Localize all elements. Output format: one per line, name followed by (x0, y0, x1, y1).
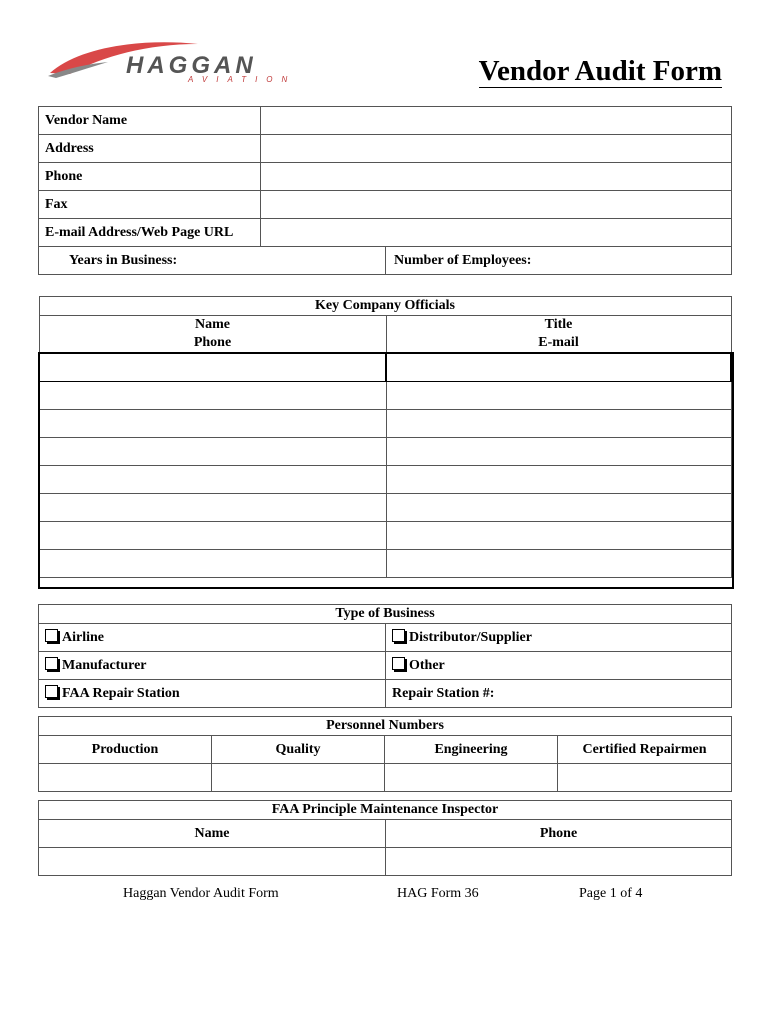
official-3-title-field[interactable] (386, 466, 731, 494)
phone-field[interactable] (261, 163, 732, 191)
official-2-title-field[interactable] (386, 410, 731, 438)
production-header: Production (39, 736, 212, 764)
inspector-heading: FAA Principle Maintenance Inspector (39, 801, 732, 820)
vendor-name-row (39, 107, 732, 135)
checkbox-icon[interactable] (45, 685, 58, 698)
email-field[interactable] (261, 219, 732, 247)
address-row (39, 135, 732, 163)
checkbox-icon[interactable] (45, 657, 58, 670)
airline-label: Airline (62, 630, 104, 645)
official-1-name-field[interactable] (39, 353, 386, 382)
engineering-field[interactable] (385, 764, 558, 792)
logo-name: HAGGAN (126, 52, 257, 79)
manufacturer-label: Manufacturer (62, 658, 147, 673)
vendor-name-field[interactable] (261, 107, 732, 135)
engineering-header: Engineering (385, 736, 558, 764)
officials-title-header: Title (544, 317, 573, 332)
vendor-info-table (38, 106, 732, 275)
official-4-email-field[interactable] (386, 550, 731, 578)
official-3-email-field[interactable] (386, 494, 731, 522)
footer-form-number: HAG Form 36 (397, 886, 479, 901)
phone-label: Phone (39, 163, 261, 191)
official-1-title-field[interactable] (386, 353, 731, 382)
address-label: Address (39, 135, 261, 163)
business-type-heading: Type of Business (39, 605, 732, 624)
quality-field[interactable] (212, 764, 385, 792)
inspector-name-field[interactable] (39, 848, 386, 876)
official-1-email-field[interactable] (386, 382, 731, 410)
vendor-name-label: Vendor Name (39, 107, 261, 135)
official-3-phone-field[interactable] (39, 494, 386, 522)
other-label: Other (409, 658, 445, 673)
officials-title-email-header (386, 316, 731, 354)
footer-page-number: Page 1 of 4 (579, 886, 643, 901)
officials-email-header: E-mail (538, 335, 579, 350)
inspector-name-header: Name (39, 820, 386, 848)
official-4-name-field[interactable] (39, 522, 386, 550)
personnel-heading: Personnel Numbers (39, 717, 732, 736)
airline-option[interactable] (39, 624, 386, 652)
official-2-name-field[interactable] (39, 410, 386, 438)
repair-station-number-label: Repair Station #: (392, 685, 495, 701)
quality-header: Quality (212, 736, 385, 764)
inspector-phone-header: Phone (386, 820, 732, 848)
inspector-table (38, 800, 732, 876)
logo-subtitle: AVIATION (188, 75, 297, 84)
production-field[interactable] (39, 764, 212, 792)
official-4-phone-field[interactable] (39, 550, 386, 578)
footer-form-name: Haggan Vendor Audit Form (123, 886, 279, 901)
inspector-phone-field[interactable] (386, 848, 732, 876)
distributor-label: Distributor/Supplier (409, 630, 532, 645)
official-3-name-field[interactable] (39, 466, 386, 494)
faa-repair-station-option[interactable] (39, 680, 386, 708)
officials-heading: Key Company Officials (39, 297, 731, 316)
address-field[interactable] (261, 135, 732, 163)
years-employees-row (39, 247, 732, 275)
email-row (39, 219, 732, 247)
personnel-table (38, 716, 732, 792)
checkbox-icon[interactable] (392, 629, 405, 642)
company-logo (48, 38, 297, 88)
certified-repairmen-field[interactable] (558, 764, 732, 792)
fax-row (39, 191, 732, 219)
officials-name-header: Name (195, 317, 230, 332)
official-2-phone-field[interactable] (39, 438, 386, 466)
years-in-business-field[interactable] (39, 247, 386, 275)
business-type-table (38, 604, 732, 708)
checkbox-icon[interactable] (45, 629, 58, 642)
page-title: Vendor Audit Form (478, 55, 722, 87)
fax-label: Fax (39, 191, 261, 219)
repair-station-number-field[interactable] (386, 680, 732, 708)
fax-field[interactable] (261, 191, 732, 219)
distributor-option[interactable] (386, 624, 732, 652)
checkbox-icon[interactable] (392, 657, 405, 670)
certified-repairmen-header: Certified Repairmen (558, 736, 732, 764)
official-1-phone-field[interactable] (39, 382, 386, 410)
email-label: E-mail Address/Web Page URL (39, 219, 261, 247)
other-option[interactable] (386, 652, 732, 680)
faa-repair-station-label: FAA Repair Station (62, 686, 180, 701)
officials-table (38, 296, 732, 578)
official-2-email-field[interactable] (386, 438, 731, 466)
years-in-business-label: Years in Business: (69, 252, 178, 268)
officials-name-phone-header (39, 316, 386, 354)
number-of-employees-label: Number of Employees: (394, 252, 532, 268)
manufacturer-option[interactable] (39, 652, 386, 680)
official-4-title-field[interactable] (386, 522, 731, 550)
phone-row (39, 163, 732, 191)
officials-phone-header: Phone (193, 335, 232, 350)
number-of-employees-field[interactable] (386, 247, 732, 275)
